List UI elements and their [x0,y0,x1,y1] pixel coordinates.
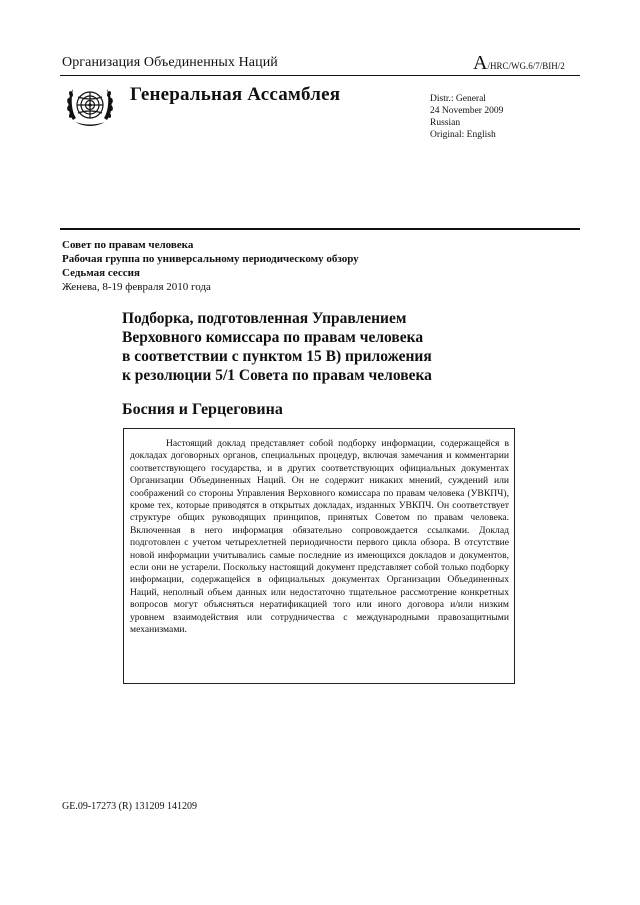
distribution-info [430,93,503,141]
assembly-name: Генеральная Ассамблея [130,84,341,105]
distribution-line: Distr.: General [430,94,486,104]
organization-name: Организация Объединенных Наций [62,55,278,70]
title-line: Верховного комиссара по правам человека [122,329,424,346]
summary-box [123,428,515,684]
working-group: Рабочая группа по универсальному периодическому обзору [62,253,359,265]
document-symbol [473,52,565,75]
original-language-line: Original: English [430,130,496,140]
language-line: Russian [430,118,461,128]
title-line: Подборка, подготовленная Управлением [122,310,407,327]
session-dates: Женева, 8-19 февраля 2010 года [62,281,211,293]
title-line: к резолюции 5/1 Совета по правам человека [122,367,432,384]
symbol-suffix: /HRC/WG.6/7/BIH/2 [487,61,565,71]
title-line: в соответствии с пунктом 15 В) приложения [122,348,432,365]
document-number-footer: GE.09-17273 (R) 131209 141209 [62,801,197,812]
masthead-rule [60,228,580,230]
header-rule [60,75,580,76]
date-line: 24 November 2009 [430,106,504,116]
session-number: Седьмая сессия [62,267,140,279]
country-name: Босния и Герцеговина [122,401,283,418]
session-info [62,238,359,294]
symbol-prefix: A [473,52,488,74]
document-title [122,309,542,385]
council-name: Совет по правам человека [62,239,194,251]
un-emblem-icon [64,82,116,132]
summary-text: Настоящий доклад представляет собой подборку информации, содержащейся в докладах договорных органов, специальных процедур, включая замечания и комментарии соответствующего государства, и в других соответствующих официальных документах Организации Объединенных Наций. Он не содержит никаких мнений, суждений или соображений со стороны Управления Верховного комиссара по правам человека (УВКПЧ), кроме тех, которые приводятся в открытых докладах, изданных УВКПЧ. Он соответствует структуре общих руководящих принципов, принятых Советом по правам человека. Включенная в него информация обязательно сопровождается ссылками. Доклад подготовлен с учетом четырехлетней периодичности первого цикла обзора. В отсутствие новой информации учитывались самые последние из имеющихся докладов и документов, если они не устарели. Поскольку настоящий документ представляет собой только подборку информации, содержащейся в официальных документах Организации Объединенных Наций, неполный объем данных или недостаточно тщательное рассмотрение конкретных вопросов могут объясняться нератификацией того или иного договора и/или низким уровнем взаимодействия или сотрудничества с международными правозащитными механизмами. [130,438,509,636]
